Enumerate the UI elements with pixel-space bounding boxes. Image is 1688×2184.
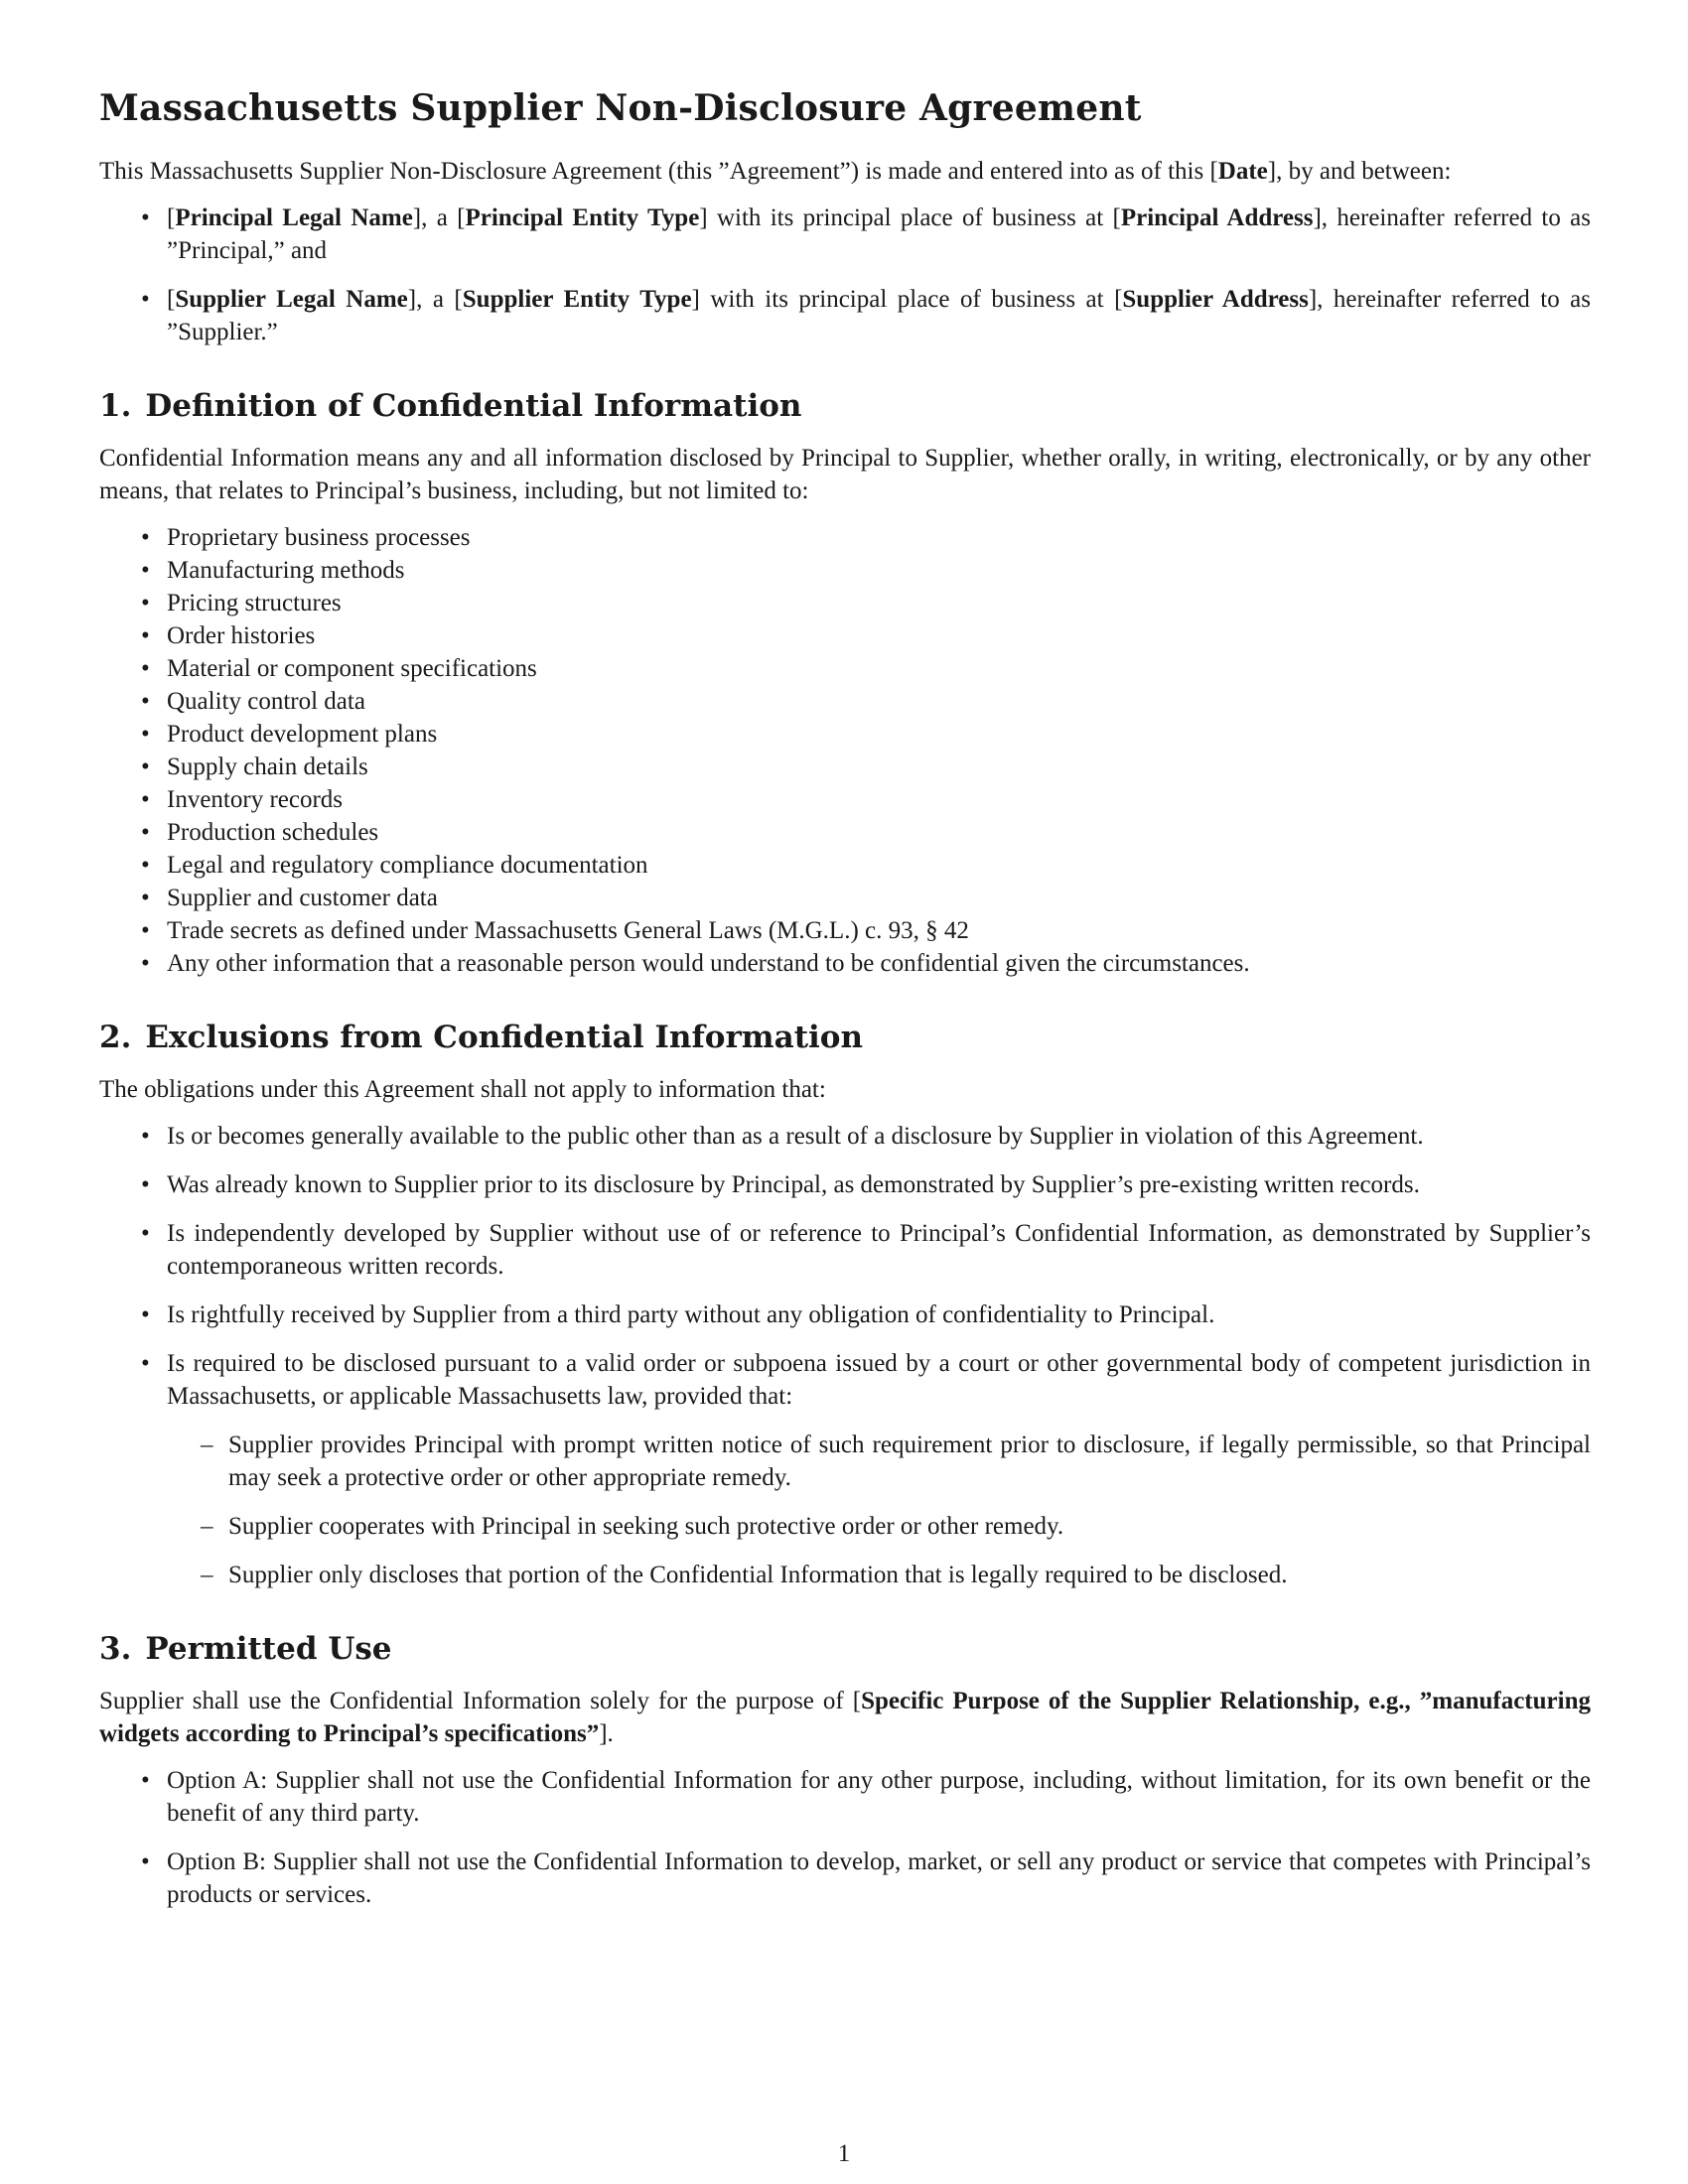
list-item: • Option A: Supplier shall not use the Confidential Information for any other purpose, including, without limitation, for its own benefit or the benefit of any third party.: [167, 1764, 1591, 1830]
list-item: • Supply chain details: [167, 751, 1591, 783]
section-3-text-before: Supplier shall use the Confidential Information solely for the purpose of [: [99, 1688, 862, 1714]
section-number: 3.: [99, 1631, 132, 1667]
purpose-placeholder: Specific Purpose of the Supplier Relationship, e.g., ”manufacturing widgets according to Principal’s specifications”: [99, 1688, 1591, 1747]
party-text: ], hereinafter referred to as ”Supplier.”: [167, 286, 1592, 345]
section-3-body: [99, 1685, 1591, 1750]
list-item: • Supplier and customer data: [167, 882, 1591, 914]
list-item: • Is independently developed by Supplier without use of or reference to Principal’s Confidential Information, as demonstrated by Supplier’s contemporaneous written records.: [167, 1217, 1591, 1283]
section-title: Permitted Use: [145, 1631, 392, 1667]
list-item: • Product development plans: [167, 718, 1591, 751]
list-item: • Is or becomes generally available to the public other than as a result of a disclosure by Supplier in violation of this Agreement.: [167, 1120, 1591, 1153]
list-item: • Inventory records: [167, 783, 1591, 816]
exclusions-list: [99, 1120, 1591, 1591]
list-item: • Pricing structures: [167, 587, 1591, 619]
principal-entity-type-placeholder: Principal Entity Type: [465, 205, 700, 231]
list-item: • Production schedules: [167, 816, 1591, 849]
section-3-heading: [99, 1631, 1591, 1667]
page-number: 1: [837, 2140, 851, 2167]
sub-list-item: – Supplier cooperates with Principal in seeking such protective order or other remedy.: [228, 1510, 1591, 1543]
section-3-text-after: ].: [599, 1720, 614, 1747]
list-item: • Order histories: [167, 619, 1591, 652]
party-principal: [167, 202, 1591, 267]
party-text: ], hereinafter referred to as ”Principal,” and: [167, 205, 1592, 264]
supplier-address-placeholder: Supplier Address: [1122, 286, 1309, 313]
party-text: ] with its principal place of business at [: [699, 205, 1121, 231]
document-title: Massachusetts Supplier Non-Disclosure Agreement: [99, 87, 1142, 129]
principal-legal-name-placeholder: Principal Legal Name: [175, 205, 413, 231]
list-item: • Any other information that a reasonable person would understand to be confidential given the circumstances.: [167, 947, 1591, 980]
section-1-heading: [99, 388, 1591, 424]
list-item: • Is rightfully received by Supplier from a third party without any obligation of confidentiality to Principal.: [167, 1298, 1591, 1331]
section-2-heading: [99, 1020, 1591, 1055]
list-item: • Was already known to Supplier prior to its disclosure by Principal, as demonstrated by Supplier’s pre-existing written records.: [167, 1168, 1591, 1201]
intro-paragraph: [99, 155, 1591, 188]
section-2-body: The obligations under this Agreement shall not apply to information that:: [99, 1076, 826, 1103]
section-1-body: Confidential Information means any and all information disclosed by Principal to Supplier, whether orally, in writing, electronically, or by any other means, that relates to Principal’s business, including, but not limited to:: [99, 445, 1591, 504]
intro-text-before: This Massachusetts Supplier Non-Disclosure Agreement (this ”Agreement”) is made and entered into as of this [: [99, 158, 1218, 185]
list-item-text: Is required to be disclosed pursuant to a valid order or subpoena issued by a court or other governmental body of competent jurisdiction in Massachusetts, or applicable Massachusetts law, provided that:: [167, 1350, 1591, 1410]
parties-list: [99, 202, 1591, 348]
party-text: ], a [: [407, 286, 463, 313]
list-item: • Proprietary business processes: [167, 521, 1591, 554]
section-title: Exclusions from Confidential Information: [145, 1020, 864, 1055]
list-item: • Trade secrets as defined under Massachusetts General Laws (M.G.L.) c. 93, § 42: [167, 914, 1591, 947]
bracket: [: [167, 286, 176, 313]
party-supplier: [167, 283, 1591, 348]
date-placeholder: Date: [1217, 158, 1268, 185]
section-number: 1.: [99, 388, 132, 424]
list-item: • Legal and regulatory compliance documentation: [167, 849, 1591, 882]
principal-address-placeholder: Principal Address: [1120, 205, 1314, 231]
intro-text-after: ], by and between:: [1267, 158, 1452, 185]
supplier-legal-name-placeholder: Supplier Legal Name: [175, 286, 408, 313]
confidential-info-list: [99, 521, 1591, 980]
section-title: Definition of Confidential Information: [145, 388, 802, 424]
list-item: • Option B: Supplier shall not use the Confidential Information to develop, market, or sell any product or service that competes with Principal’s products or services.: [167, 1845, 1591, 1911]
list-item-with-subitems: [167, 1347, 1591, 1591]
bracket: [: [167, 205, 176, 231]
permitted-use-options-list: [99, 1764, 1591, 1911]
party-text: ] with its principal place of business at [: [691, 286, 1123, 313]
party-text: ], a [: [412, 205, 466, 231]
sub-list-item: – Supplier provides Principal with prompt written notice of such requirement prior to disclosure, if legally permissible, so that Principal may seek a protective order or other appropriate remedy.: [228, 1429, 1591, 1494]
section-number: 2.: [99, 1020, 132, 1055]
supplier-entity-type-placeholder: Supplier Entity Type: [462, 286, 692, 313]
list-item: • Manufacturing methods: [167, 554, 1591, 587]
disclosure-conditions-list: [167, 1429, 1591, 1591]
list-item: • Quality control data: [167, 685, 1591, 718]
list-item: • Material or component specifications: [167, 652, 1591, 685]
document-page: [99, 87, 1591, 1927]
sub-list-item: – Supplier only discloses that portion of the Confidential Information that is legally required to be disclosed.: [228, 1559, 1591, 1591]
